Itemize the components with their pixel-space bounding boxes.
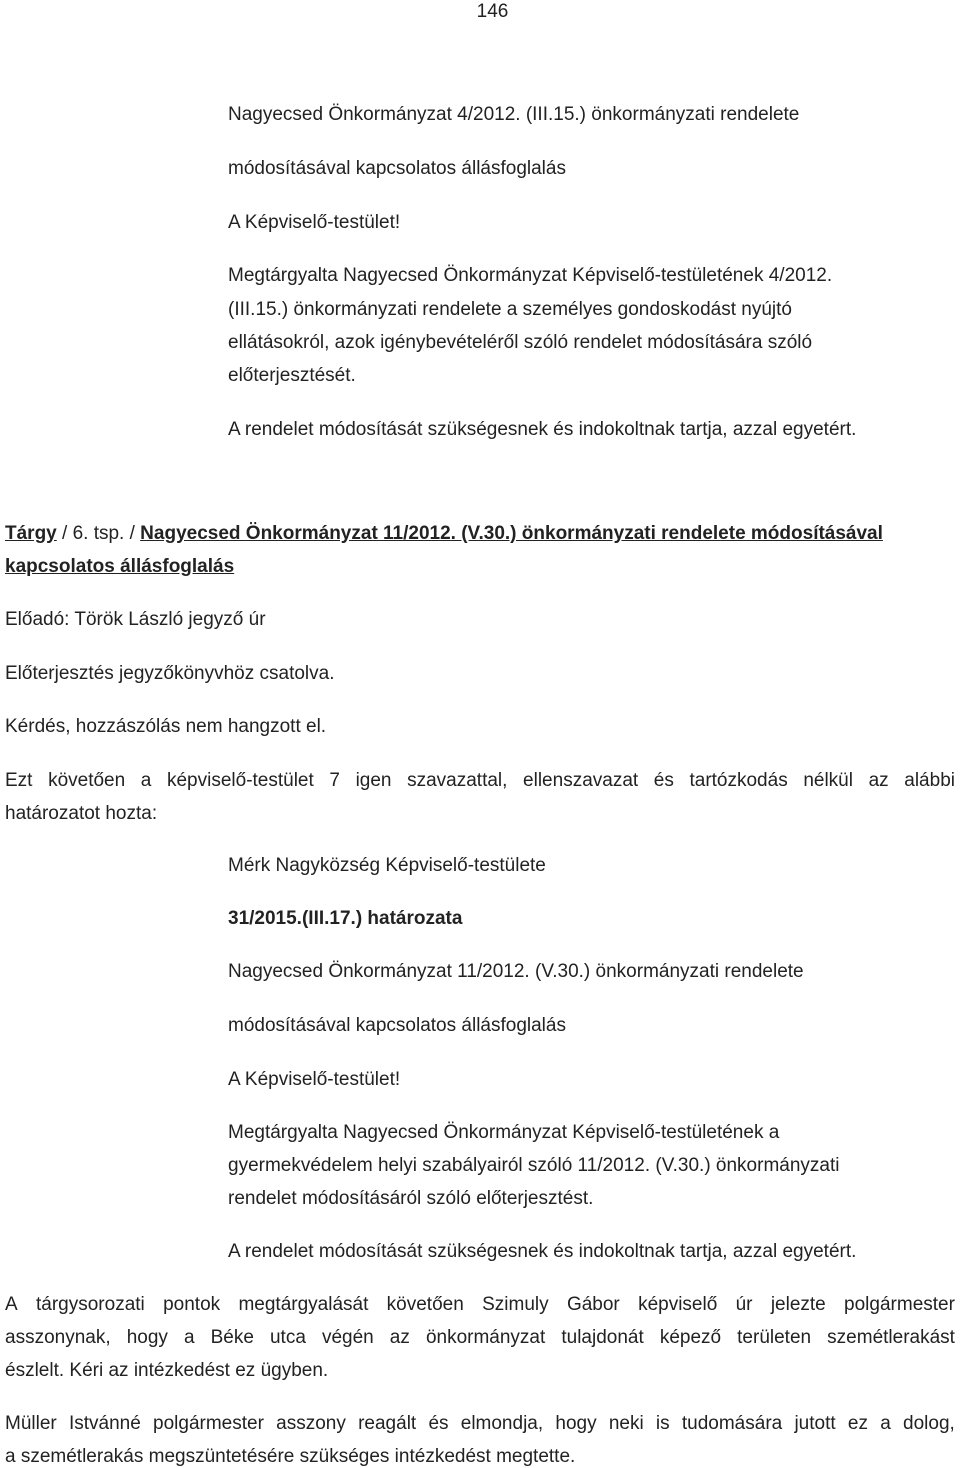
body-line: rendelet módosításáról szóló előterjesztést. (228, 1188, 594, 1209)
word: önkormányzat (425, 1327, 546, 1348)
word: Gábor (566, 1294, 620, 1315)
body-line: gyermekvédelem helyi szabályairól szóló 11/2012. (V.30.) önkormányzati (228, 1155, 840, 1176)
word: elmondja, (460, 1413, 544, 1434)
word: alábbi (904, 770, 955, 791)
word: képviselő-testület (166, 770, 314, 791)
word: asszony (276, 1413, 346, 1434)
word: és (428, 1413, 449, 1434)
word: tulajdonát (561, 1327, 644, 1348)
word: a (880, 1413, 891, 1434)
word: hogy (555, 1413, 597, 1434)
heading-line: Nagyecsed Önkormányzat 11/2012. (V.30.) önkormányzati rendelete (228, 961, 804, 982)
word: területen (737, 1327, 812, 1348)
word: végén (321, 1327, 374, 1348)
vote-line (5, 771, 955, 790)
word: nélkül (803, 770, 853, 791)
word: megtárgyalását (238, 1294, 369, 1315)
word: Müller (5, 1413, 57, 1434)
page-number: 146 (476, 1, 509, 22)
word: tartózkodás (689, 770, 788, 791)
paragraph-line: észlelt. Kéri az intézkedést ez ügyben. (5, 1360, 329, 1381)
word: tárgysorozati (36, 1294, 145, 1315)
word: Istvánné (68, 1413, 141, 1434)
word: az (389, 1327, 410, 1348)
word: pontok (163, 1294, 221, 1315)
word: és (653, 770, 674, 791)
word: neki (608, 1413, 644, 1434)
vote-line: határozatot hozta: (5, 803, 158, 824)
word: képező (659, 1327, 722, 1348)
word: Béke (210, 1327, 254, 1348)
word: 7 (329, 770, 340, 791)
closing-line: A rendelet módosítását szükségesnek és indokoltnak tartja, azzal egyetért. (228, 1241, 857, 1262)
word: igen (355, 770, 392, 791)
resolution-body: Mérk Nagyközség Képviselő-testülete (228, 855, 546, 876)
word: követően (48, 770, 126, 791)
word: szavazattal, (407, 770, 508, 791)
agenda-title: Nagyecsed Önkormányzat 11/2012. (V.30.) önkormányzati rendelete módosításával (140, 523, 883, 544)
word: is (655, 1413, 670, 1434)
word: polgármester (844, 1294, 955, 1315)
word: reagált (358, 1413, 417, 1434)
word: polgármester (153, 1413, 264, 1434)
word: úr (735, 1294, 753, 1315)
questions-note: Kérdés, hozzászólás nem hangzott el. (5, 716, 327, 737)
paragraph-line (5, 1414, 955, 1433)
paragraph-line (5, 1328, 955, 1347)
word: jelezte (770, 1294, 826, 1315)
heading-line: módosításával kapcsolatos állásfoglalás (228, 1015, 566, 1036)
body-line: Megtárgyalta Nagyecsed Önkormányzat Képviselő-testületének 4/2012. (228, 265, 833, 286)
targy-label: Tárgy (5, 523, 57, 544)
address-line: A Képviselő-testület! (228, 212, 401, 233)
presenter: Előadó: Török László jegyző úr (5, 609, 266, 630)
word: Szimuly (482, 1294, 549, 1315)
word: ez (847, 1413, 868, 1434)
closing-line: A rendelet módosítását szükségesnek és indokoltnak tartja, azzal egyetért. (228, 419, 857, 440)
body-line: ellátásokról, azok igénybevételéről szóló rendelet módosítására szóló (228, 332, 813, 353)
word: Ezt (5, 770, 33, 791)
address-line: A Képviselő-testület! (228, 1069, 401, 1090)
agenda-title-line (5, 524, 883, 543)
word: dolog, (903, 1413, 955, 1434)
paragraph-line: a szemétlerakás megszüntetésére szükséges intézkedést megtette. (5, 1446, 576, 1467)
word: A (5, 1294, 18, 1315)
body-line: Megtárgyalta Nagyecsed Önkormányzat Képviselő-testületének a (228, 1122, 780, 1143)
word: követően (386, 1294, 464, 1315)
agenda-title-cont: kapcsolatos állásfoglalás (5, 556, 235, 577)
heading-line: módosításával kapcsolatos állásfoglalás (228, 158, 566, 179)
word: a (183, 1327, 195, 1348)
paragraph-line (5, 1295, 955, 1314)
word: utca (269, 1327, 306, 1348)
word: asszonynak, (5, 1327, 111, 1348)
word: ellenszavazat (523, 770, 639, 791)
resolution-number: 31/2015.(III.17.) határozata (228, 908, 463, 929)
body-line: előterjesztését. (228, 365, 356, 386)
word: szemétlerakást (827, 1327, 955, 1348)
agenda-number: / 6. tsp. / (56, 523, 141, 544)
word: tudomására (681, 1413, 783, 1434)
body-line: (III.15.) önkormányzati rendelete a személyes gondoskodást nyújtó (228, 299, 792, 320)
word: hogy (126, 1327, 168, 1348)
proposal-note: Előterjesztés jegyzőkönyvhöz csatolva. (5, 663, 335, 684)
word: az (868, 770, 889, 791)
word: képviselő (638, 1294, 718, 1315)
word: jutott (794, 1413, 836, 1434)
heading-line: Nagyecsed Önkormányzat 4/2012. (III.15.) önkormányzati rendelete (228, 104, 800, 125)
word: a (140, 770, 152, 791)
